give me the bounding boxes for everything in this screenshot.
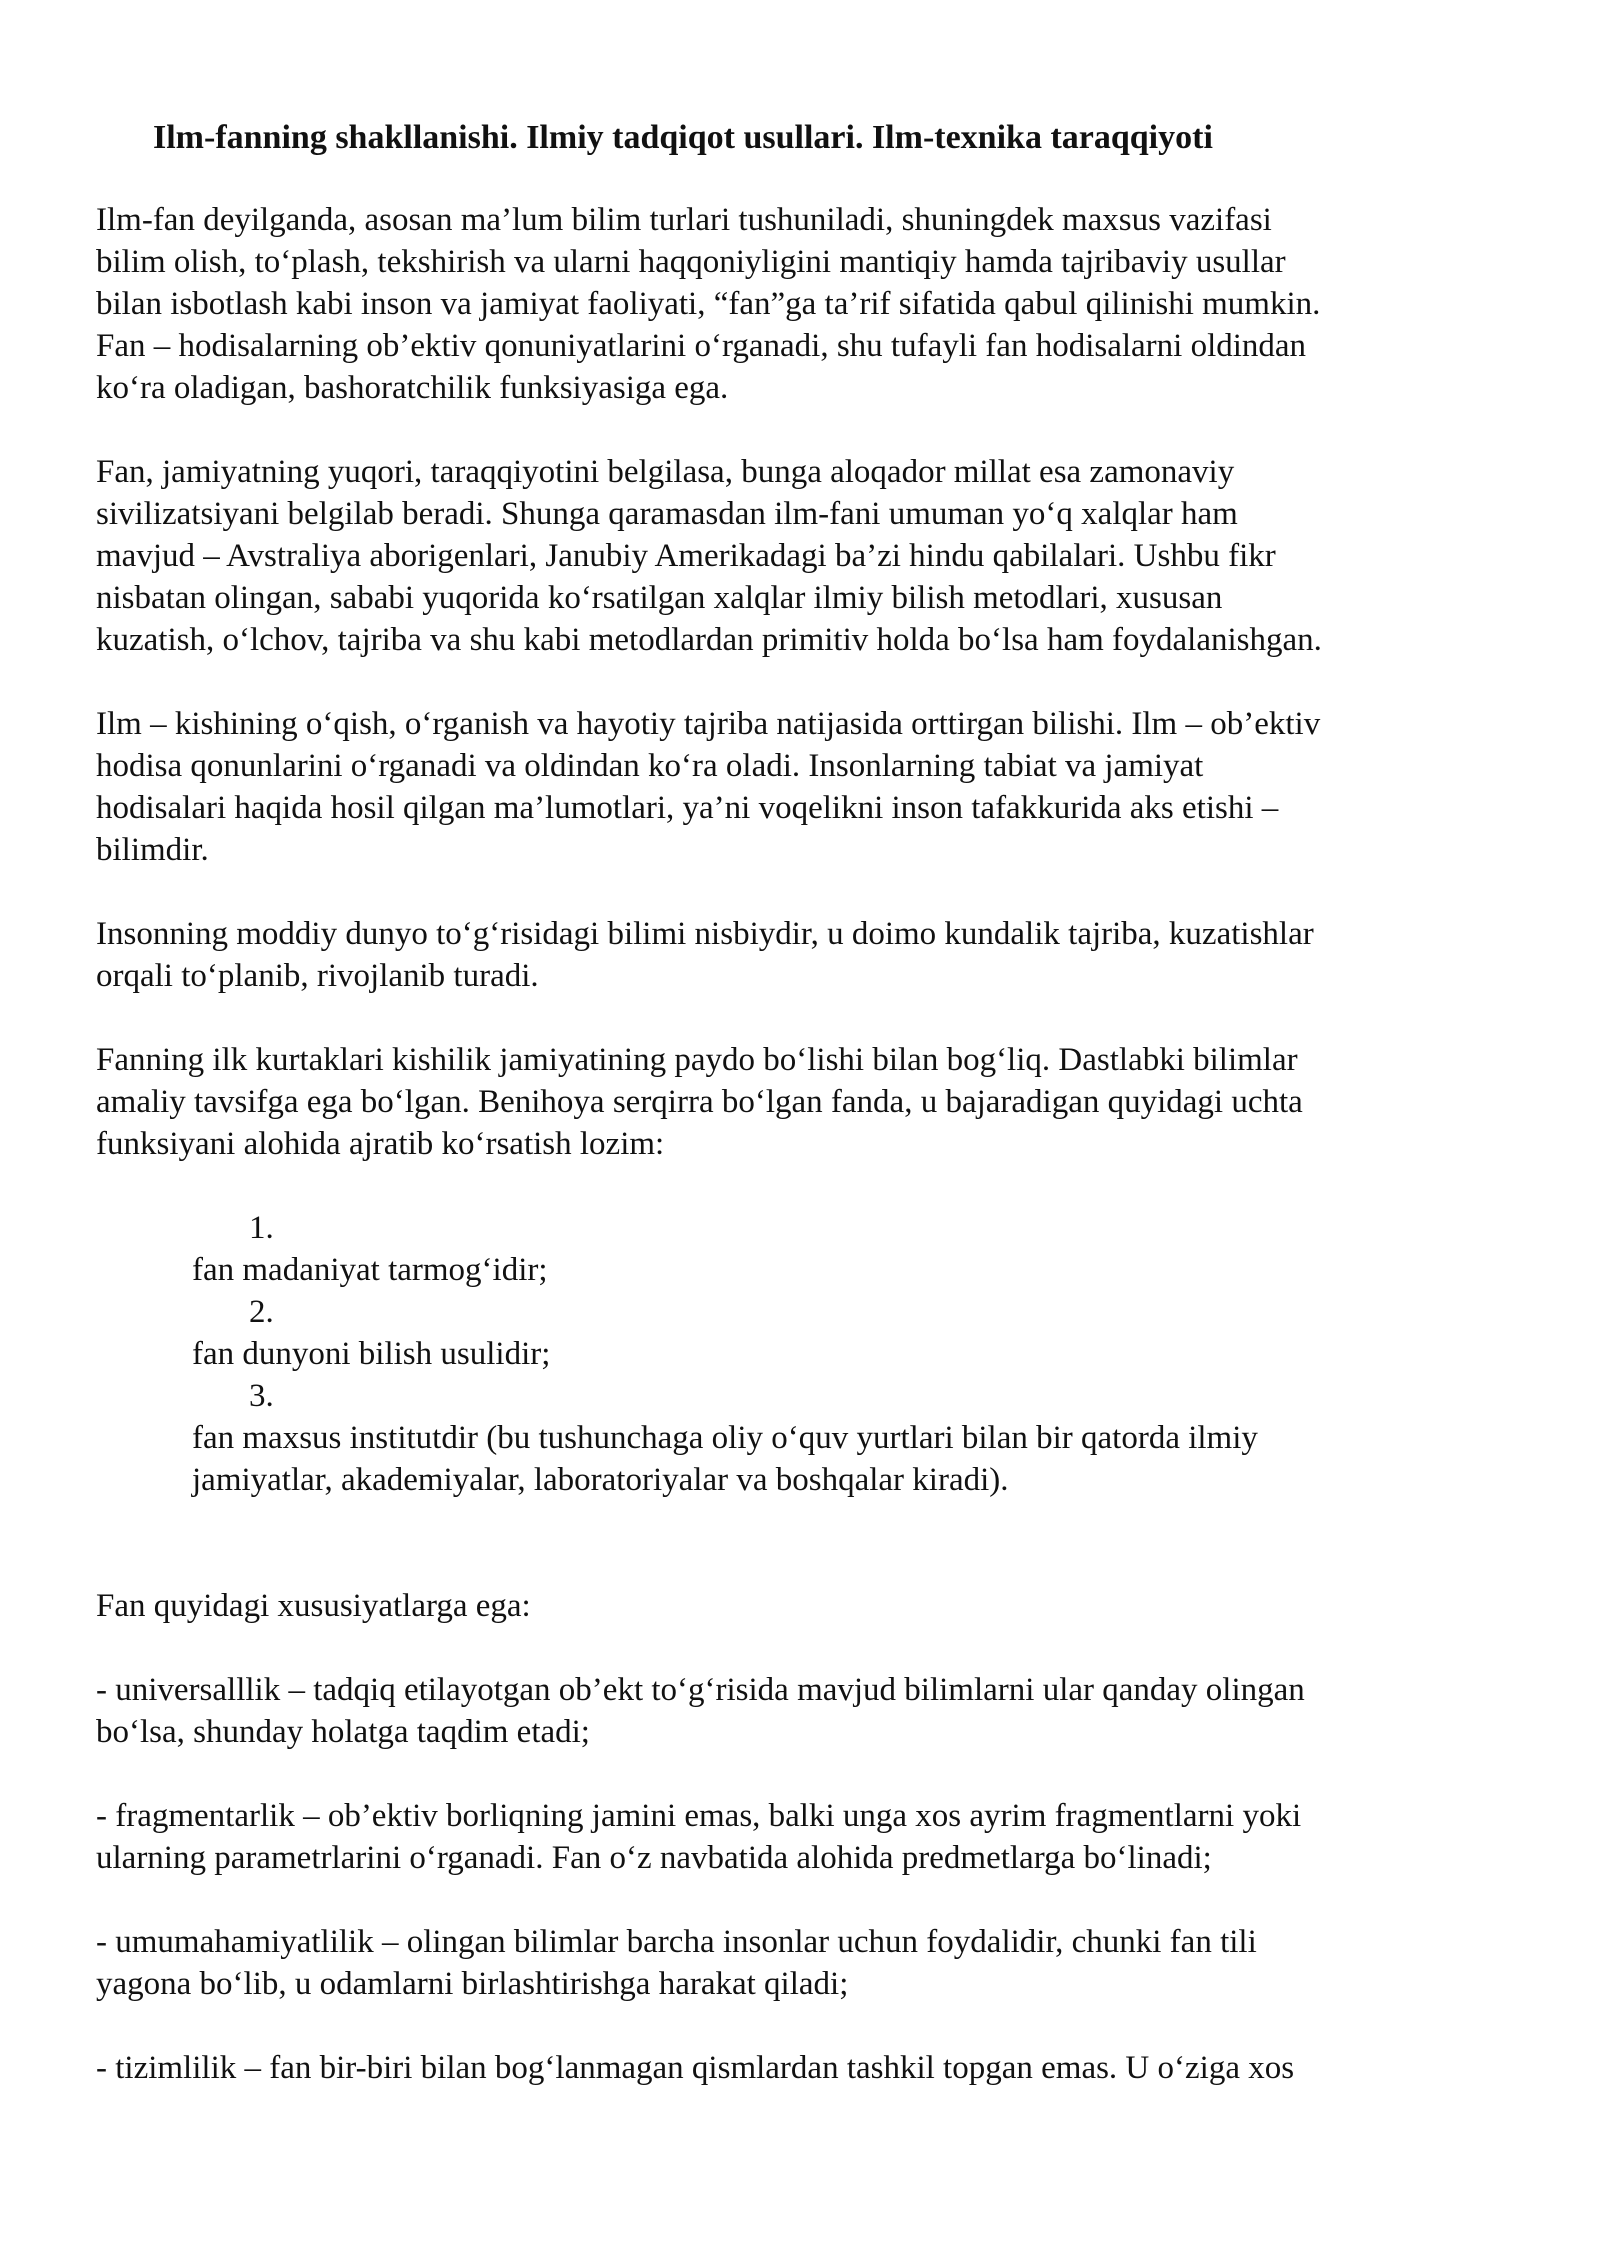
paragraph <box>96 1795 1516 1879</box>
text-line: Fan – hodisalarning ob’ektiv qonuniyatlarini o‘rganadi, shu tufayli fan hodisalarni oldindan <box>96 328 1307 364</box>
text-line: - fragmentarlik – ob’ektiv borliqning jamini emas, balki unga xos ayrim fragmentlarni yoki <box>96 1798 1302 1834</box>
paragraph <box>96 1669 1516 1753</box>
paragraph <box>96 199 1516 409</box>
paragraph <box>96 913 1516 997</box>
text-line: bilim olish, to‘plash, tekshirish va ularni haqqoniyligini mantiqiy hamda tajribaviy usullar <box>96 244 1286 280</box>
paragraph <box>96 1585 1516 1627</box>
properties-section <box>96 1585 1516 2089</box>
list-number: 2. <box>249 1294 274 1330</box>
text-line: sivilizatsiyani belgilab beradi. Shunga qaramasdan ilm-fani umuman yo‘q xalqlar ham <box>96 496 1238 532</box>
document-title: Ilm-fanning shakllanishi. Ilmiy tadqiqot usullari. Ilm-texnika taraqqiyoti <box>153 119 1213 156</box>
text-line: nisbatan olingan, sababi yuqorida ko‘rsatilgan xalqlar ilmiy bilish metodlari, xususan <box>96 580 1223 616</box>
paragraph <box>96 1921 1516 2005</box>
text-line: Insonning moddiy dunyo to‘g‘risidagi bilimi nisbiydir, u doimo kundalik tajriba, kuzatishlar <box>96 916 1314 952</box>
list-number: 1. <box>249 1210 274 1246</box>
text-line: hodisalari haqida hosil qilgan ma’lumotlari, ya’ni voqelikni inson tafakkurida aks etishi – <box>96 790 1279 826</box>
numbered-list <box>96 1207 1516 1501</box>
text-line: ko‘ra oladigan, bashoratchilik funksiyasiga ega. <box>96 370 729 406</box>
paragraph <box>96 2047 1516 2089</box>
list-item <box>96 1375 1516 1501</box>
text-line: - universalllik – tadqiq etilayotgan ob’ekt to‘g‘risida mavjud bilimlarni ular qanday olingan <box>96 1672 1305 1708</box>
text-line: - tizimlilik – fan bir-biri bilan bog‘lanmagan qismlardan tashkil topgan emas. U o‘ziga xos <box>96 2050 1295 2086</box>
text-line: kuzatish, o‘lchov, tajriba va shu kabi metodlardan primitiv holda bo‘lsa ham foydalanishgan. <box>96 622 1322 658</box>
text-line: orqali to‘planib, rivojlanib turadi. <box>96 958 539 994</box>
text-line: bilan isbotlash kabi inson va jamiyat faoliyati, “fan”ga ta’rif sifatida qabul qilinishi mumkin. <box>96 286 1321 322</box>
text-line: hodisa qonunlarini o‘rganadi va oldindan ko‘ra oladi. Insonlarning tabiat va jamiyat <box>96 748 1204 784</box>
paragraph <box>96 451 1516 661</box>
list-text: jamiyatlar, akademiyalar, laboratoriyalar va boshqalar kiradi). <box>192 1462 1009 1498</box>
paragraph <box>96 703 1516 871</box>
text-line: Fanning ilk kurtaklari kishilik jamiyatining paydo bo‘lishi bilan bog‘liq. Dastlabki bilimlar <box>96 1042 1298 1078</box>
list-number: 3. <box>249 1378 274 1414</box>
paragraph <box>96 1039 1516 1165</box>
list-item <box>96 1291 1516 1375</box>
text-line: Fan, jamiyatning yuqori, taraqqiyotini belgilasa, bunga aloqador millat esa zamonaviy <box>96 454 1235 490</box>
text-line: mavjud – Avstraliya aborigenlari, Janubiy Amerikadagi ba’zi hindu qabilalari. Ushbu fikr <box>96 538 1276 574</box>
text-line: - umumahamiyatlilik – olingan bilimlar barcha insonlar uchun foydalidir, chunki fan tili <box>96 1924 1257 1960</box>
list-text: fan madaniyat tarmog‘idir; <box>192 1252 548 1288</box>
text-line: Ilm-fan deyilganda, asosan ma’lum bilim turlari tushuniladi, shuningdek maxsus vazifasi <box>96 202 1272 238</box>
text-line: amaliy tavsifga ega bo‘lgan. Benihoya serqirra bo‘lgan fanda, u bajaradigan quyidagi uchta <box>96 1084 1303 1120</box>
text-line: Ilm – kishining o‘qish, o‘rganish va hayotiy tajriba natijasida orttirgan bilishi. Ilm – ob’ektiv <box>96 706 1321 742</box>
text-line: bo‘lsa, shunday holatga taqdim etadi; <box>96 1714 590 1750</box>
text-line: bilimdir. <box>96 832 209 868</box>
document-body <box>96 199 1516 2131</box>
list-item <box>96 1207 1516 1291</box>
list-text: fan dunyoni bilish usulidir; <box>192 1336 551 1372</box>
text-line: ularning parametrlarini o‘rganadi. Fan o‘z navbatida alohida predmetlarga bo‘linadi; <box>96 1840 1212 1876</box>
intro-section <box>96 199 1516 1165</box>
list-text: fan maxsus institutdir (bu tushunchaga oliy o‘quv yurtlari bilan bir qatorda ilmiy <box>192 1420 1258 1456</box>
text-line: funksiyani alohida ajratib ko‘rsatish lozim: <box>96 1126 665 1162</box>
text-line: yagona bo‘lib, u odamlarni birlashtirishga harakat qiladi; <box>96 1966 849 2002</box>
text-line: Fan quyidagi xususiyatlarga ega: <box>96 1588 531 1624</box>
